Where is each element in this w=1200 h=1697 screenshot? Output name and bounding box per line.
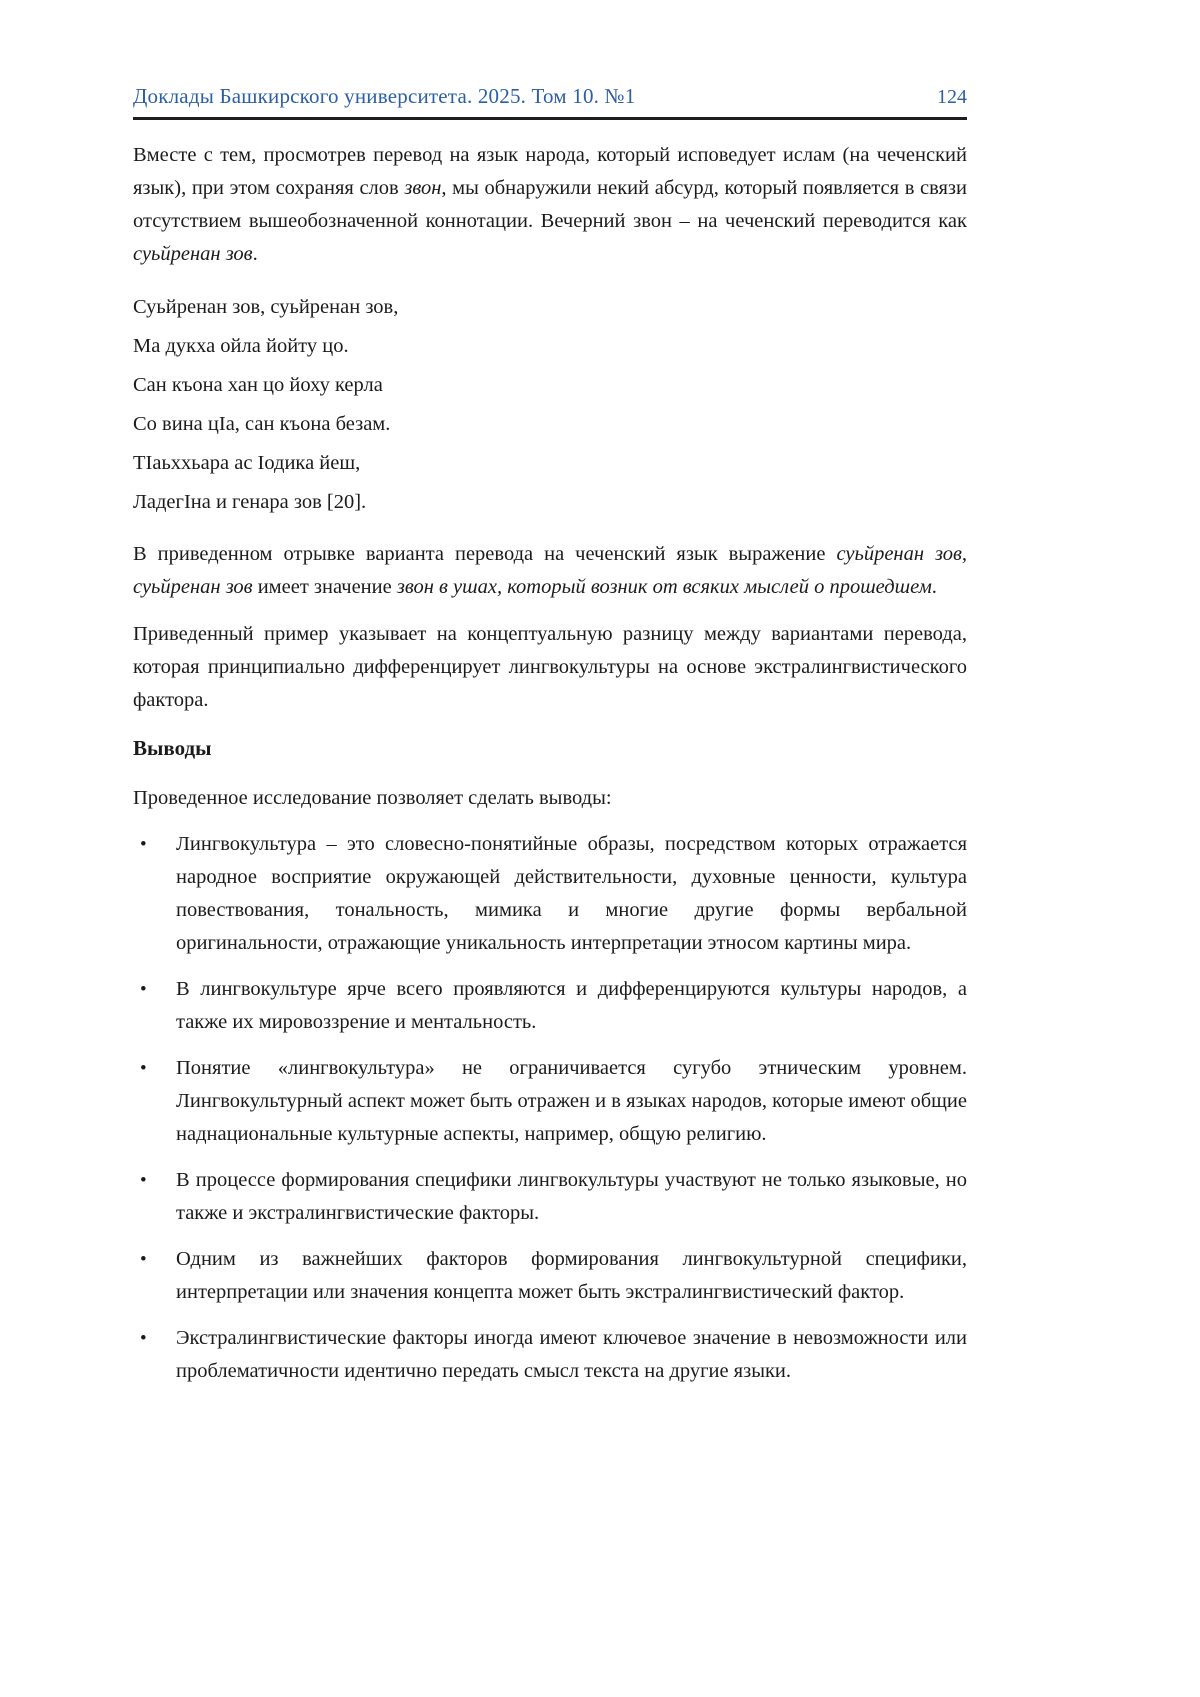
text-run: , мы обнаружили некий абсурд, который появляется в связи отсутствием вышеобозначенной коннотации. Вечерний звон – на чеченский переводится как (133, 177, 967, 232)
journal-title: Доклады Башкирского университета. 2025. Том 10. №1 (133, 84, 636, 108)
conclusion-item (133, 1322, 967, 1388)
conclusion-item-text: В лингвокультуре ярче всего проявляются и дифференцируются культуры народов, а также их мировоззрение и ментальность. (176, 978, 967, 1034)
conclusion-item (133, 828, 967, 960)
conclusion-item-text: Лингвокультура – это словесно-понятийные образы, посредством которых отражается народное восприятие окружающей действительности, духовные ценности, культура повествования, тональность, мимика и многие другие формы вербальной оригинальности, отражающие уникальность интерпретации этносом картины мира. (176, 833, 967, 955)
conclusion-item-text: Понятие «лингвокультура» не ограничивается сугубо этническим уровнем. Лингвокультурный аспект может быть отражен и в языках народов, которые имеют общие наднациональные культурные аспекты, например, общую религию. (176, 1057, 967, 1146)
italic-text-run: суьйренан зов, суьйренан зов (133, 543, 967, 598)
conclusions-lead: Проведенное исследование позволяет сделать выводы: (133, 787, 612, 810)
example-paragraph: Приведенный пример указывает на концептуальную разницу между вариантами перевода, которая принципиально дифференцирует лингвокультуры на основе экстралингвистического фактора. (133, 623, 967, 711)
poem-line: ЛадегIна и генара зов [20]. (133, 491, 367, 513)
intro-paragraph (133, 139, 967, 271)
bullet-icon: • (140, 834, 147, 856)
poem-block (133, 288, 967, 522)
poem-line: ТIаьххьара ас Iодика йеш, (133, 452, 361, 474)
poem-line: Со вина цIа, сан къона безам. (133, 413, 391, 435)
conclusion-item (133, 973, 967, 1039)
italic-text-run: суьйренан зов (133, 243, 253, 265)
poem-line: Суьйренан зов, суьйренан зов, (133, 296, 399, 318)
italic-text-run: звон (404, 177, 442, 199)
page-body (133, 139, 967, 1388)
italic-text-run: звон в ушах, который возник от всяких мыслей о прошедшем (396, 576, 932, 598)
conclusion-item (133, 1052, 967, 1151)
bullet-icon: • (140, 1058, 147, 1080)
bullet-icon: • (140, 1170, 147, 1192)
page-header (133, 84, 967, 120)
bullet-icon: • (140, 1249, 147, 1271)
poem-line: Сан къона хан цо йоху керла (133, 374, 383, 396)
text-run: Вместе с тем, просмотрев перевод на язык народа, который исповедует ислам (на чеченский язык), при этом сохраняя слов (133, 144, 967, 199)
text-run: В приведенном отрывке варианта перевода на чеченский язык выражение (133, 543, 837, 565)
bullet-icon: • (140, 979, 147, 1001)
poem-line: Ма дукха ойла йойту цо. (133, 335, 349, 357)
page-number: 124 (937, 86, 967, 108)
conclusions-list (133, 828, 967, 1388)
text-run: . (931, 576, 937, 598)
conclusions-heading: Выводы (133, 736, 212, 760)
text-run: имеет значение (252, 576, 397, 598)
text-run: . (252, 243, 258, 265)
bullet-icon: • (140, 1328, 147, 1350)
conclusion-item-text: Экстралингвистические факторы иногда имеют ключевое значение в невозможности или проблематичности идентично передать смысл текста на другие языки. (176, 1327, 967, 1383)
conclusion-item-text: Одним из важнейших факторов формирования лингвокультурной специфики, интерпретации или значения концепта может быть экстралингвистический фактор. (176, 1248, 967, 1304)
excerpt-paragraph (133, 538, 967, 604)
conclusion-item (133, 1164, 967, 1230)
conclusion-item-text: В процессе формирования специфики лингвокультуры участвуют не только языковые, но также и экстралингвистические факторы. (176, 1169, 967, 1225)
conclusion-item (133, 1243, 967, 1309)
